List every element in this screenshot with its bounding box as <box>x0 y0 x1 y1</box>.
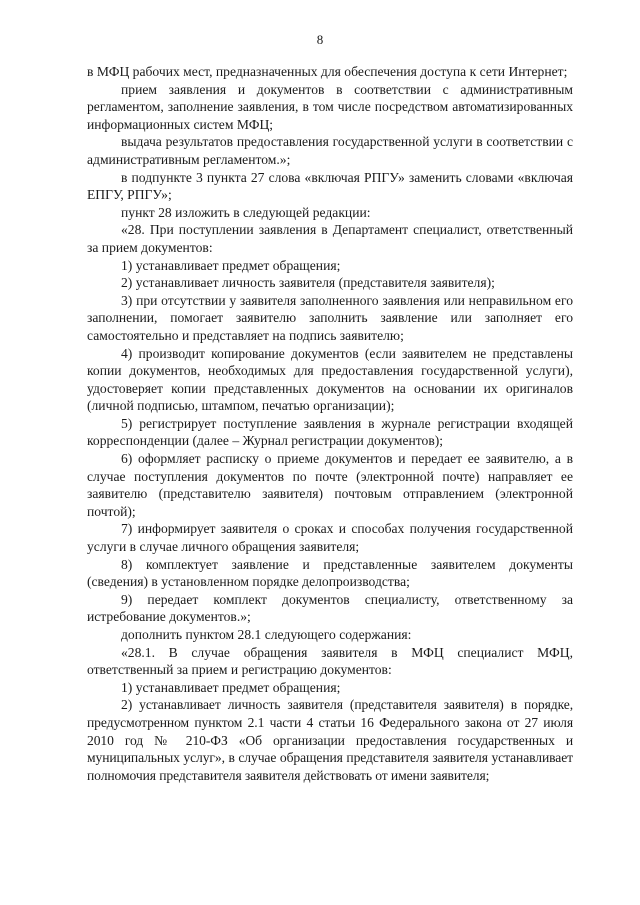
list-item-28-6: 6) оформляет расписку о приеме документов и передает ее заявителю, а в случае поступления документов по почте (электронной почте) направляет ее заявителю (представителю заявителя) почтовым отправлением (электронной почтой); <box>87 451 573 519</box>
paragraph-point-28: «28. При поступлении заявления в Департамент специалист, ответственный за прием документов: <box>87 222 573 255</box>
list-item-28-3: 3) при отсутствии у заявителя заполненного заявления или неправильном его заполнении, помогает заявителю заполнить заявление или заполняет его самостоятельно и представляет на подпись заявителю; <box>87 292 573 343</box>
list-item-28-7: 7) информирует заявителя о сроках и способах получения государственной услуги в случае личного обращения заявителя; <box>87 521 573 555</box>
paragraph-point-28-intro: пункт 28 изложить в следующей редакции: <box>121 204 371 220</box>
paragraph-reception: прием заявления и документов в соответствии с административным регламентом, заполнение заявления, в том числе посредством автоматизированных информационных систем МФЦ; <box>87 81 573 132</box>
list-item-28-2: 2) устанавливает личность заявителя (представителя заявителя); <box>121 275 495 291</box>
list-item-28-8: 8) комплектует заявление и представленные заявителем документы (сведения) в установленном порядке делопроизводства; <box>87 556 573 590</box>
page-number: 8 <box>316 32 324 47</box>
list-item-28-1-1: 1) устанавливает предмет обращения; <box>121 679 341 695</box>
list-item-28-1: 1) устанавливает предмет обращения; <box>121 257 341 273</box>
paragraph-add-28-1: дополнить пунктом 28.1 следующего содержания: <box>121 627 412 642</box>
document-body <box>87 63 573 784</box>
list-item-28-5: 5) регистрирует поступление заявления в журнале регистрации входящей корреспонденции (далее – Журнал регистрации документов); <box>87 415 573 449</box>
list-item-28-1-2: 2) устанавливает личность заявителя (представителя заявителя) в порядке, предусмотренном пунктом 2.1 части 4 статьи 16 Федерального закона от 27 июля 2010 год № 210-ФЗ «Об организации предоставления государственных и муниципальных услуг», в случае обращения представителя заявителя устанавливает полномочия представителя заявителя действовать от имени заявителя; <box>87 697 573 783</box>
paragraph-intro-continuation: в МФЦ рабочих мест, предназначенных для обеспечения доступа к сети Интернет; <box>87 64 568 79</box>
list-item-28-4: 4) производит копирование документов (если заявителем не представлены копии документов, необходимых для предоставления государственной услуги), удостоверяет копии представленных документов на основании их оригиналов (личной подписью, штампом, печатью организации); <box>87 345 573 414</box>
paragraph-issuance: выдача результатов предоставления государственной услуги в соответствии с административным регламентом.»; <box>87 134 573 167</box>
list-item-28-9: 9) передает комплект документов специалисту, ответственному за истребование документов.»; <box>87 591 573 625</box>
paragraph-amend-27: в подпункте 3 пункта 27 слова «включая РПГУ» заменить словами «включая ЕПГУ, РПГУ»; <box>87 169 573 203</box>
paragraph-point-28-1: «28.1. В случае обращения заявителя в МФЦ специалист МФЦ, ответственный за прием и регистрацию документов: <box>87 644 573 678</box>
